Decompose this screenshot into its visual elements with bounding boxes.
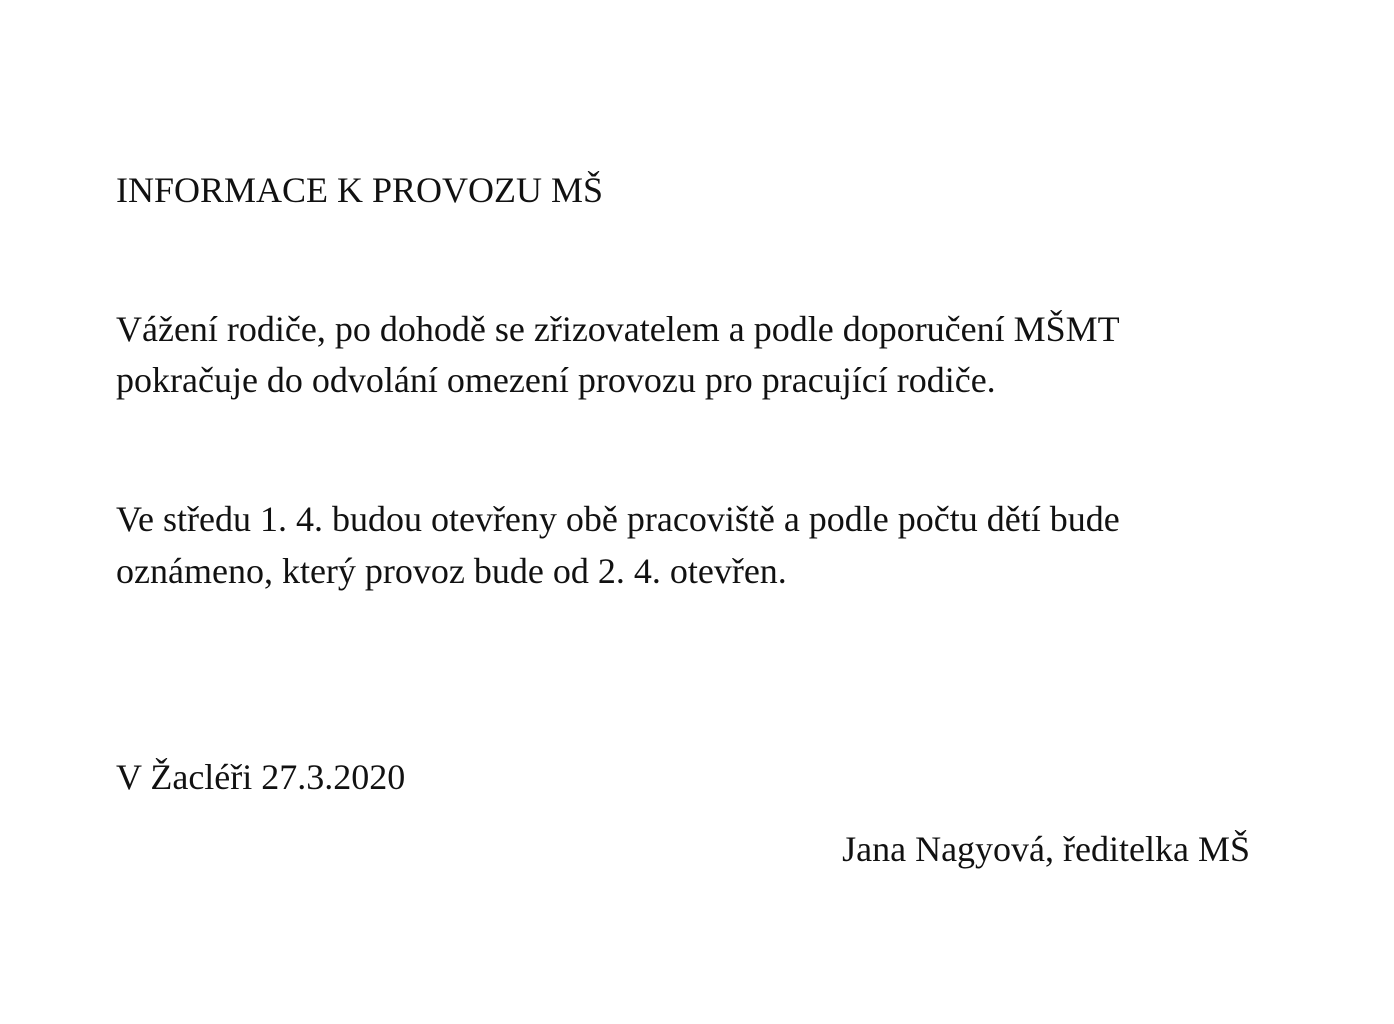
paragraph-1-line-2: pokračuje do odvolání omezení provozu pro pracující rodiče. [116, 360, 996, 400]
place-and-date: V Žacléři 27.3.2020 [116, 757, 406, 797]
paragraph-2-line-2: oznámeno, který provoz bude od 2. 4. otevřen. [116, 551, 787, 591]
signature: Jana Nagyová, ředitelka MŠ [842, 829, 1250, 869]
paragraph-2-line-1: Ve středu 1. 4. budou otevřeny obě pracoviště a podle počtu dětí bude [116, 499, 1120, 539]
paragraph-1-line-1: Vážení rodiče, po dohodě se zřizovatelem a podle doporučení MŠMT [116, 309, 1120, 349]
document-title: INFORMACE K PROVOZU MŠ [116, 170, 604, 210]
